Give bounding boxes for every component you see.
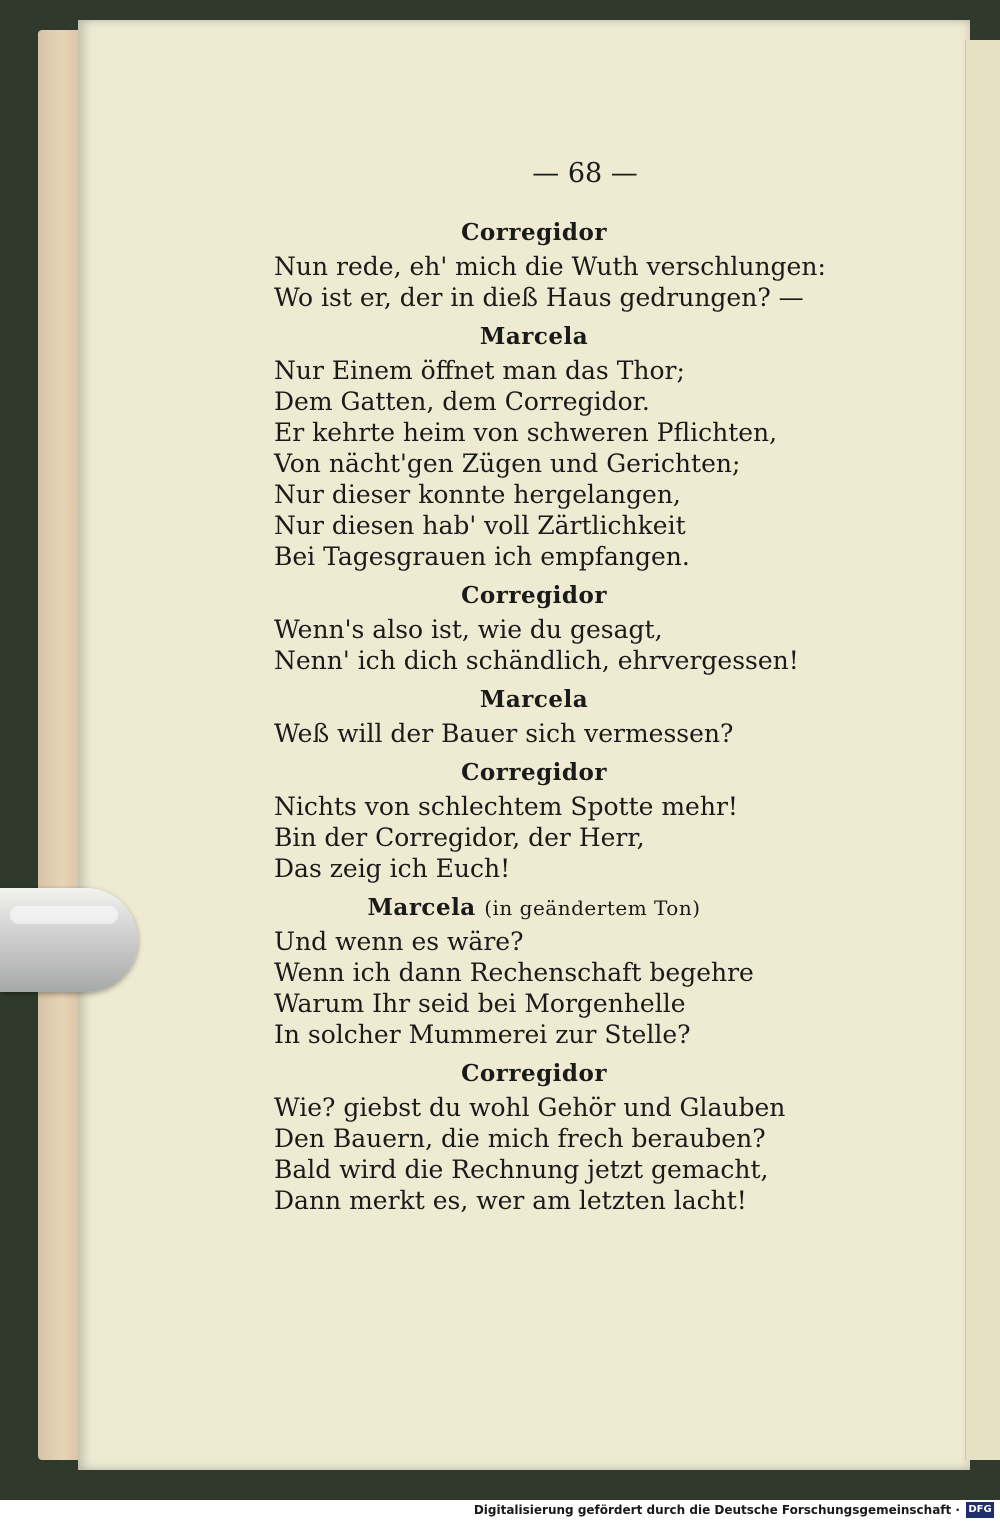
speaker-name: [274, 319, 794, 355]
verse-line: Nur diesen hab' voll Zärtlichkeit: [274, 511, 686, 540]
speaker-label: Corregidor: [461, 219, 607, 246]
verse-line: Nun rede, eh' mich die Wuth verschlungen:: [274, 252, 826, 281]
stage-direction: (in geändertem Ton): [484, 896, 701, 920]
verse-line: Das zeig ich Euch!: [274, 854, 511, 883]
speaker-label: Marcela: [367, 894, 476, 921]
verse-line: Den Bauern, die mich frech berauben?: [274, 1124, 766, 1153]
verse-line: Warum Ihr seid bei Morgenhelle: [274, 989, 686, 1018]
block-gap: [274, 1216, 794, 1222]
speaker-name: [274, 215, 794, 251]
verse-line: Von nächt'gen Zügen und Gerichten;: [274, 449, 741, 478]
verse-line: Er kehrte heim von schweren Pflichten,: [274, 418, 778, 447]
speaker-label: Corregidor: [461, 1060, 607, 1087]
verse-line: Wenn's also ist, wie du gesagt,: [274, 615, 663, 644]
verse-line: Dann merkt es, wer am letzten lacht!: [274, 1186, 747, 1215]
dfg-logo: DFG: [966, 1502, 994, 1518]
speaker-name: [274, 890, 794, 926]
speaker-name: [274, 755, 794, 791]
verse-text: [274, 215, 826, 1222]
speaker-name: [274, 682, 794, 718]
digitization-footer: [0, 1500, 1000, 1522]
speaker-label: Corregidor: [461, 759, 607, 786]
verse-line: Weß will der Bauer sich vermessen?: [274, 719, 734, 748]
page-holder-clip: [0, 888, 138, 992]
speaker-name: [274, 578, 794, 614]
footer-credit: Digitalisierung gefördert durch die Deutsche Forschungsgemeinschaft ·: [473, 1503, 960, 1517]
verse-line: Nichts von schlechtem Spotte mehr!: [274, 792, 738, 821]
speaker-label: Marcela: [479, 686, 589, 713]
facing-page-edge: [965, 40, 1000, 1460]
verse-line: Nur Einem öffnet man das Thor;: [274, 356, 685, 385]
verse-line: In solcher Mummerei zur Stelle?: [274, 1020, 691, 1049]
verse-line: Wenn ich dann Rechenschaft begehre: [274, 958, 754, 987]
page-number: — 68 —: [532, 158, 638, 189]
verse-line: Bald wird die Rechnung jetzt gemacht,: [274, 1155, 769, 1184]
verse-line: Nenn' ich dich schändlich, ehrvergessen!: [274, 646, 799, 675]
verse-line: Bin der Corregidor, der Herr,: [274, 823, 645, 852]
verse-line: Wo ist er, der in dieß Haus gedrungen? —: [274, 283, 804, 312]
verse-line: Wie? giebst du wohl Gehör und Glauben: [274, 1093, 786, 1122]
speaker-label: Corregidor: [461, 582, 607, 609]
verse-line: Nur dieser konnte hergelangen,: [274, 480, 681, 509]
speaker-name: [274, 1056, 794, 1092]
verse-line: Dem Gatten, dem Corregidor.: [274, 387, 650, 416]
speaker-label: Marcela: [479, 323, 589, 350]
verse-line: Bei Tagesgrauen ich empfangen.: [274, 542, 690, 571]
verse-line: Und wenn es wäre?: [274, 927, 524, 956]
